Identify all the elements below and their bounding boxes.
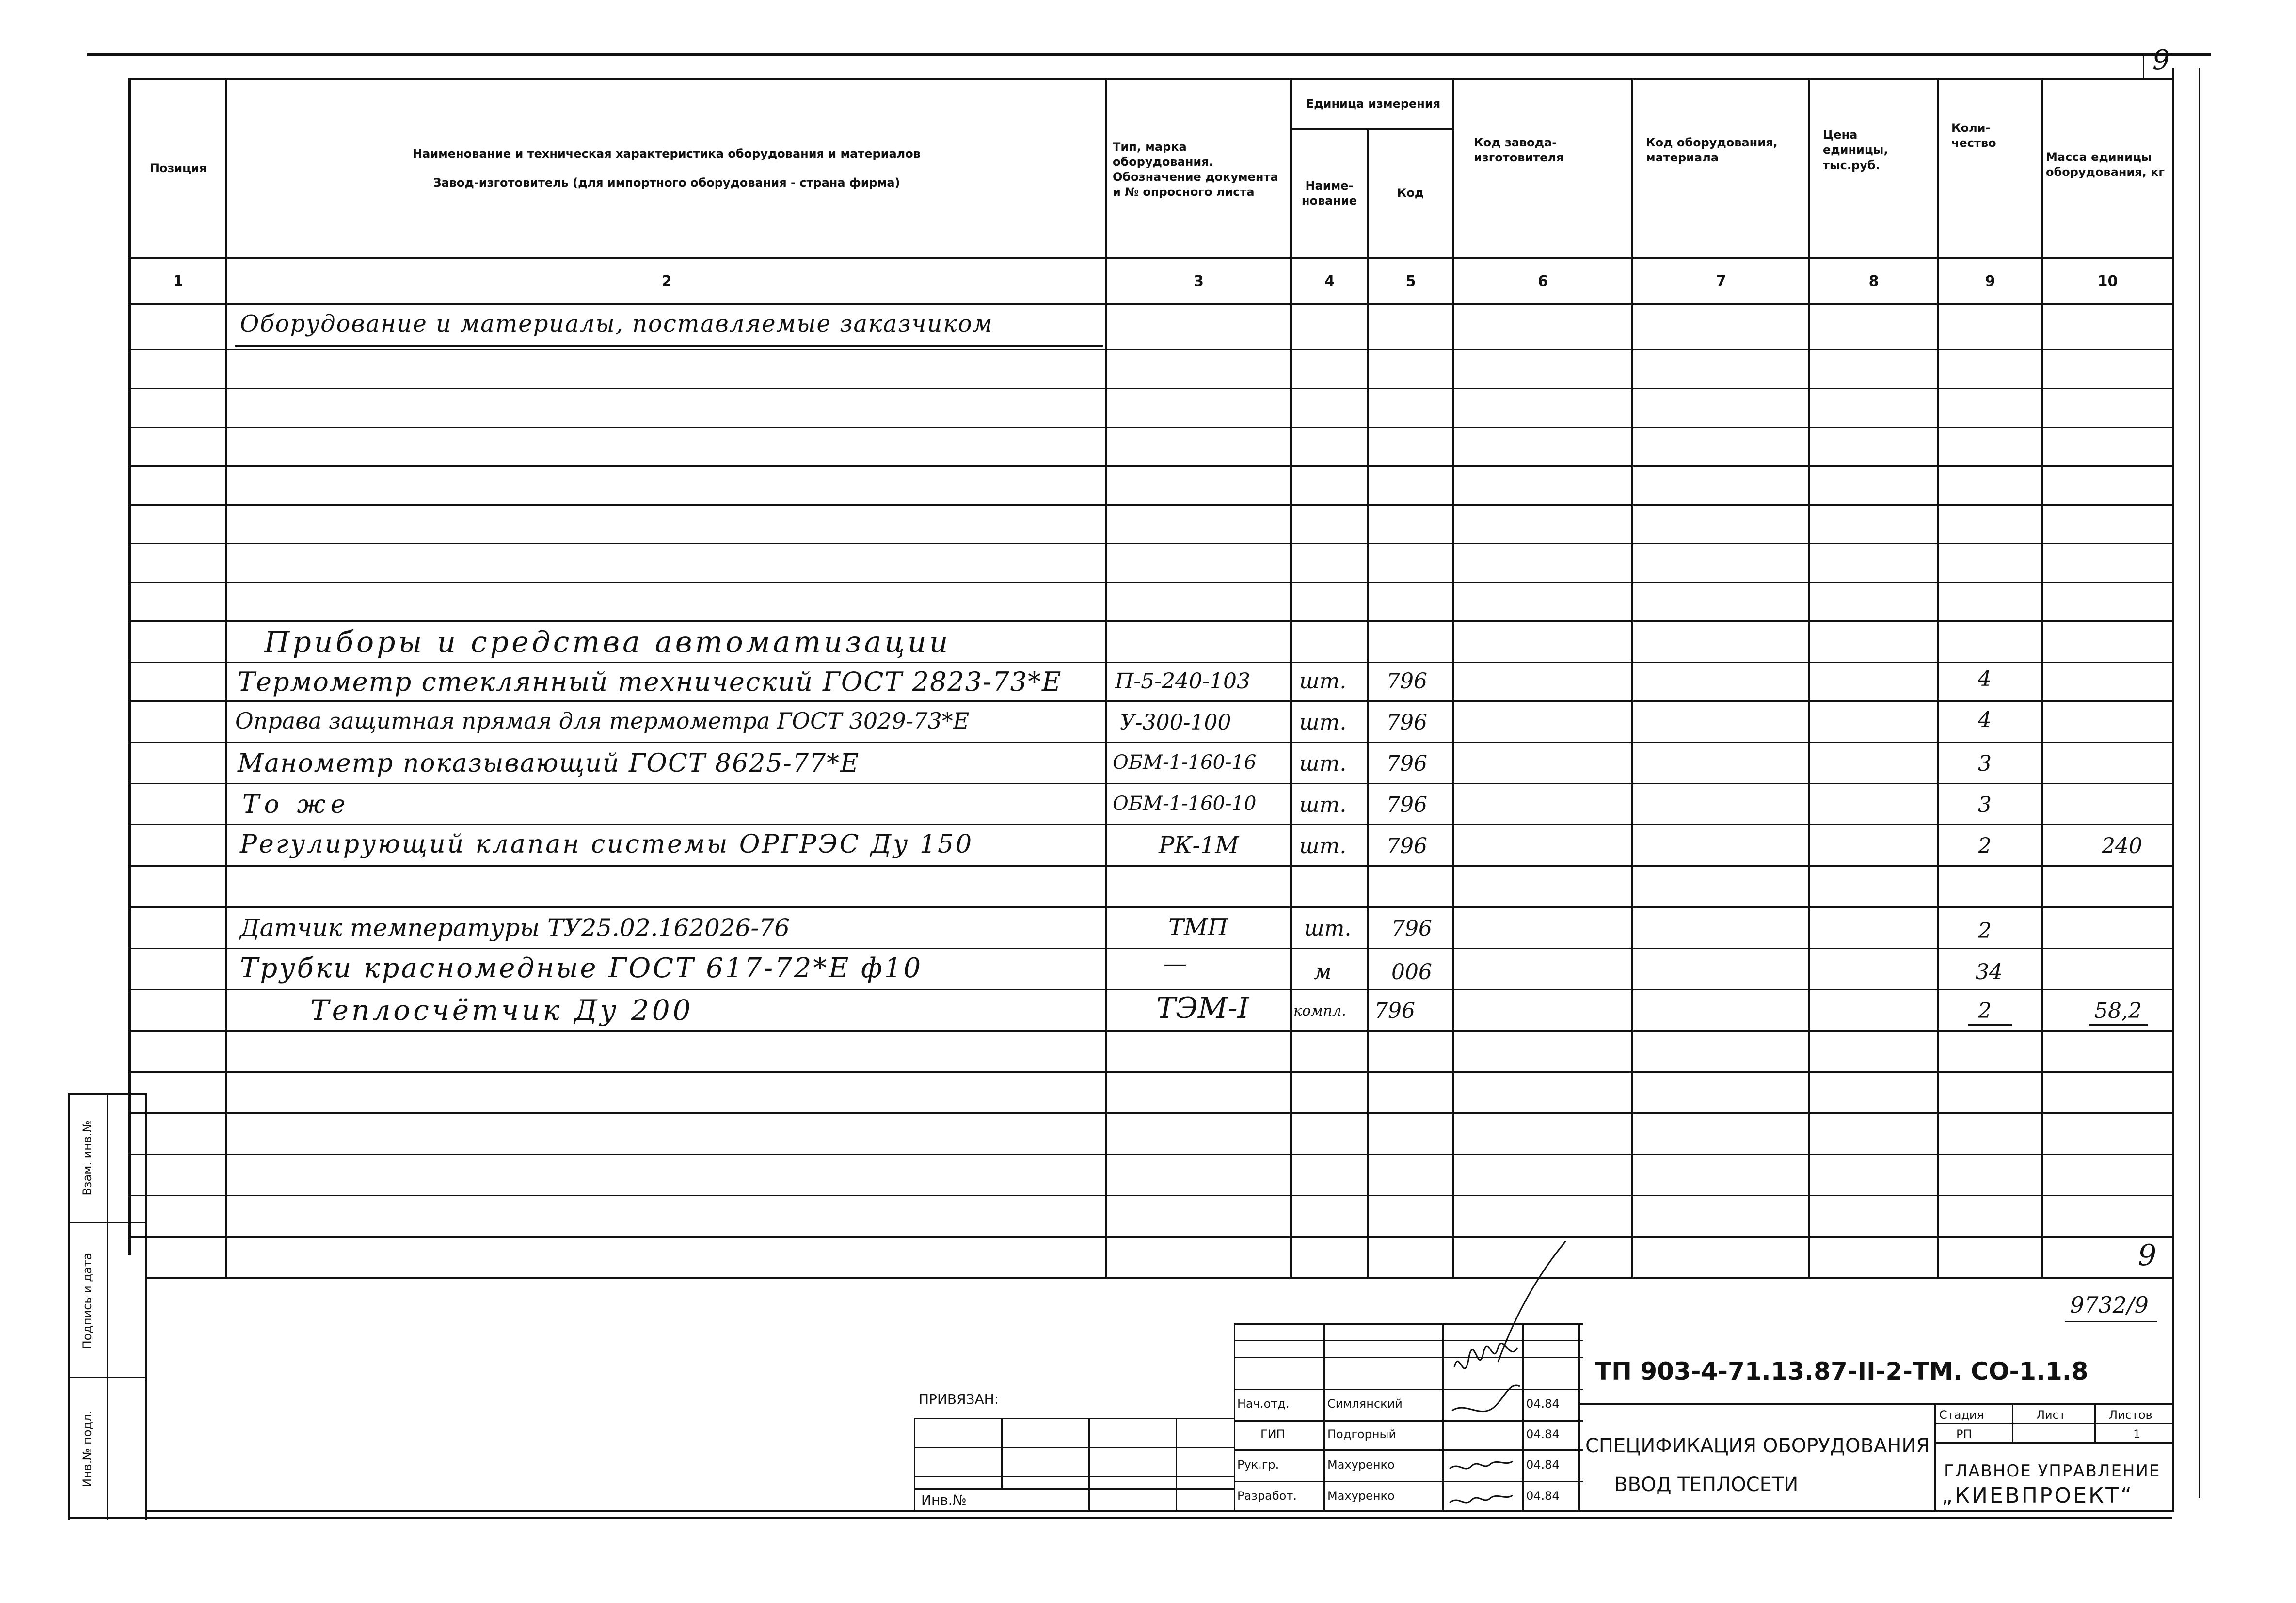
- item-name: Трубки красномедные ГОСТ 617-72*Е ф10: [240, 952, 923, 984]
- tb-line: [1323, 1323, 1325, 1512]
- signer-name: Симлянский: [1327, 1397, 1403, 1411]
- tb-line: [2094, 1403, 2096, 1442]
- side-stamp-inv-podl: Инв.№ подл.: [80, 1411, 94, 1487]
- tb-line: [914, 1418, 915, 1510]
- tb-line: [1934, 1442, 2174, 1444]
- vline-5: [1452, 78, 1454, 1277]
- signer-name: Махуренко: [1327, 1458, 1395, 1472]
- item-unit-code: 796: [1391, 916, 1432, 941]
- header-quantity: Коли-чество: [1951, 121, 1996, 150]
- tb-line: [1934, 1423, 2174, 1424]
- section-automation-title: Приборы и средства автоматизации: [264, 625, 951, 659]
- side-stamp-mid: [107, 1093, 108, 1520]
- vline-9: [2041, 78, 2043, 1277]
- colnum-2: 2: [661, 272, 672, 290]
- side-stamp-podpis: Подпись и дата: [80, 1253, 94, 1349]
- inv-number-label: Инв.№: [921, 1492, 967, 1508]
- vline-4: [1367, 128, 1369, 1277]
- colnum-8: 8: [1868, 272, 1879, 290]
- bottom-rule: [68, 1517, 2172, 1519]
- item-name: Теплосчётчик Ду 200: [310, 994, 694, 1027]
- item-unit-code: 796: [1387, 669, 1427, 694]
- privyazan-label: ПРИВЯЗАН:: [919, 1391, 999, 1407]
- page-number-top: 9: [2152, 45, 2170, 76]
- page-number-bottom: 9: [2138, 1238, 2157, 1272]
- document-title-line2: ВВОД ТЕПЛОСЕТИ: [1614, 1474, 1799, 1496]
- tb-line: [1442, 1323, 1444, 1512]
- organization-line2: „КИЕВПРОЕКТ“: [1942, 1483, 2134, 1508]
- vline-3: [1290, 78, 1292, 1277]
- item-unit-code: 006: [1391, 960, 1432, 984]
- item-qty: 4: [1978, 708, 1992, 732]
- tb-line: [1578, 1403, 2174, 1405]
- tb-line: [2012, 1403, 2013, 1442]
- item-unit: шт.: [1299, 793, 1347, 817]
- frame-right-outer: [2199, 68, 2200, 1498]
- tb-line: [1088, 1418, 1090, 1510]
- signer-date: 04.84: [1526, 1458, 1560, 1472]
- colnum-5: 5: [1405, 272, 1416, 290]
- colnum-bottom: [128, 303, 2174, 305]
- signer-date: 04.84: [1526, 1489, 1560, 1503]
- item-type: У-300-100: [1120, 710, 1231, 735]
- signer-name: Махуренко: [1327, 1489, 1395, 1503]
- top-rule: [87, 53, 2211, 56]
- item-type: ТЭМ-I: [1156, 991, 1249, 1025]
- colnum-7: 7: [1716, 272, 1726, 290]
- item-qty: 2: [1978, 834, 1992, 858]
- side-stamp-div1: [68, 1222, 145, 1223]
- signer-role: Рук.гр.: [1237, 1458, 1279, 1472]
- colnum-9: 9: [1985, 272, 1995, 290]
- signer-date: 04.84: [1526, 1397, 1560, 1411]
- header-mass: Масса единицы оборудования, кг: [2046, 150, 2165, 179]
- signer-date: 04.84: [1526, 1428, 1560, 1441]
- colnum-4: 4: [1324, 272, 1335, 290]
- tb-line: [914, 1488, 1234, 1490]
- item-type: РК-1М: [1159, 832, 1239, 859]
- signatures-icon: [1445, 1241, 1590, 1512]
- item-type: ТМП: [1168, 914, 1228, 941]
- vline-1: [225, 78, 227, 1277]
- tb-line: [1001, 1418, 1003, 1488]
- sheets-value: 1: [2133, 1428, 2141, 1441]
- item-mass: 240: [2102, 834, 2142, 858]
- item-qty: 3: [1978, 751, 1992, 776]
- document-title-line1: СПЕЦИФИКАЦИЯ ОБОРУДОВАНИЯ: [1585, 1435, 1930, 1457]
- side-stamp-left: [68, 1093, 70, 1520]
- item-mass: 58,2: [2094, 999, 2142, 1023]
- side-stamp-div2: [68, 1377, 145, 1378]
- item-unit-code: 796: [1387, 751, 1427, 776]
- item-name: Датчик температуры ТУ25.02.162026-76: [240, 914, 790, 942]
- item-qty: 4: [1978, 667, 1992, 691]
- item-type: —: [1164, 950, 1187, 977]
- item-type: П-5-240-103: [1115, 669, 1250, 694]
- corner-box-left: [2143, 56, 2144, 80]
- item-unit: шт.: [1299, 669, 1347, 694]
- tb-line: [914, 1447, 1234, 1448]
- stage-value: РП: [1956, 1428, 1972, 1441]
- item-qty: 3: [1978, 793, 1992, 817]
- vline-8: [1937, 78, 1939, 1277]
- tb-line: [914, 1418, 1234, 1419]
- item-unit: шт.: [1299, 834, 1347, 858]
- stage-label: Стадия: [1939, 1408, 1984, 1422]
- item-qty: 34: [1976, 960, 2003, 984]
- section-equipment-title: Оборудование и материалы, поставляемые заказчиком: [240, 310, 993, 337]
- header-price: Цена единицы, тыс.руб.: [1823, 128, 1888, 172]
- header-type: Тип, марка оборудования. Обозначение документа и № опросного листа: [1113, 140, 1278, 199]
- tb-line: [1934, 1403, 1936, 1512]
- signer-role: Нач.отд.: [1237, 1397, 1290, 1411]
- colnum-6: 6: [1538, 272, 1548, 290]
- vline-7: [1808, 78, 1810, 1277]
- organization-line1: ГЛАВНОЕ УПРАВЛЕНИЕ: [1944, 1461, 2161, 1481]
- header-factory-code: Код завода-изготовителя: [1474, 135, 1564, 164]
- item-qty: 2: [1978, 999, 1992, 1023]
- header-unit-group: Единица измерения: [1306, 97, 1441, 111]
- signer-role: Разработ.: [1237, 1489, 1297, 1503]
- item-name: То же: [242, 790, 351, 819]
- vline-6: [1631, 78, 1633, 1277]
- item-unit-code: 796: [1387, 793, 1427, 817]
- vline-2: [1105, 78, 1107, 1277]
- qty-underline: [1968, 1024, 2012, 1026]
- item-name: Регулирующий клапан системы ОРГРЭС Ду 150: [240, 830, 974, 859]
- sheets-label: Листов: [2109, 1408, 2152, 1422]
- tb-line: [1176, 1418, 1177, 1510]
- header-position: Позиция: [149, 161, 207, 175]
- sheet-label: Лист: [2036, 1408, 2066, 1422]
- item-name: Оправа защитная прямая для термометра ГОСТ 3029-73*Е: [235, 708, 970, 734]
- colnum-1: 1: [173, 272, 183, 290]
- item-type: ОБМ-1-160-16: [1113, 751, 1257, 774]
- header-name: [228, 80, 1105, 257]
- sheet-reference: 9732/9: [2070, 1292, 2149, 1318]
- item-unit-code: 796: [1374, 999, 1415, 1023]
- tb-line: [1234, 1323, 1235, 1512]
- item-unit: компл.: [1293, 1002, 1346, 1019]
- colnum-10: 10: [2097, 272, 2118, 290]
- item-unit: шт.: [1304, 916, 1352, 941]
- item-qty: 2: [1978, 919, 1992, 943]
- item-name: Манометр показывающий ГОСТ 8625-77*Е: [238, 749, 860, 778]
- frame-bottom: [145, 1510, 2174, 1512]
- item-unit: шт.: [1299, 710, 1347, 735]
- signer-role: ГИП: [1260, 1428, 1285, 1441]
- side-stamp-right: [145, 1093, 147, 1520]
- header-name-line1: Наименование и техническая характеристика оборудования и материалов: [413, 147, 921, 161]
- item-unit: м: [1314, 960, 1332, 984]
- colnum-3: 3: [1194, 272, 1204, 290]
- sheet-reference-underline: [2065, 1321, 2157, 1322]
- header-name-line2: Завод-изготовитель (для импортного оборудования - страна фирма): [433, 175, 900, 190]
- item-unit-code: 796: [1387, 710, 1427, 735]
- signer-name: Подгорный: [1327, 1428, 1397, 1441]
- tb-line: [914, 1476, 1234, 1477]
- item-type: ОБМ-1-160-10: [1113, 793, 1257, 815]
- item-unit: шт.: [1299, 751, 1347, 776]
- document-code: ТП 903-4-71.13.87-II-2-ТМ. СО-1.1.8: [1595, 1357, 2089, 1385]
- item-unit-code: 796: [1387, 834, 1427, 858]
- frame-right: [2172, 68, 2174, 1510]
- header-material-code: Код оборудования, материала: [1646, 135, 1778, 164]
- item-name: Термометр стеклянный технический ГОСТ 2823-73*Е: [238, 667, 1062, 697]
- section-equipment-underline: [235, 345, 1103, 347]
- header-unit-name: Наиме-нование: [1301, 178, 1357, 207]
- header-unit-code: Код: [1397, 186, 1424, 200]
- side-stamp-vzam: Взам. инв.№: [80, 1120, 94, 1196]
- mass-underline: [2089, 1024, 2148, 1026]
